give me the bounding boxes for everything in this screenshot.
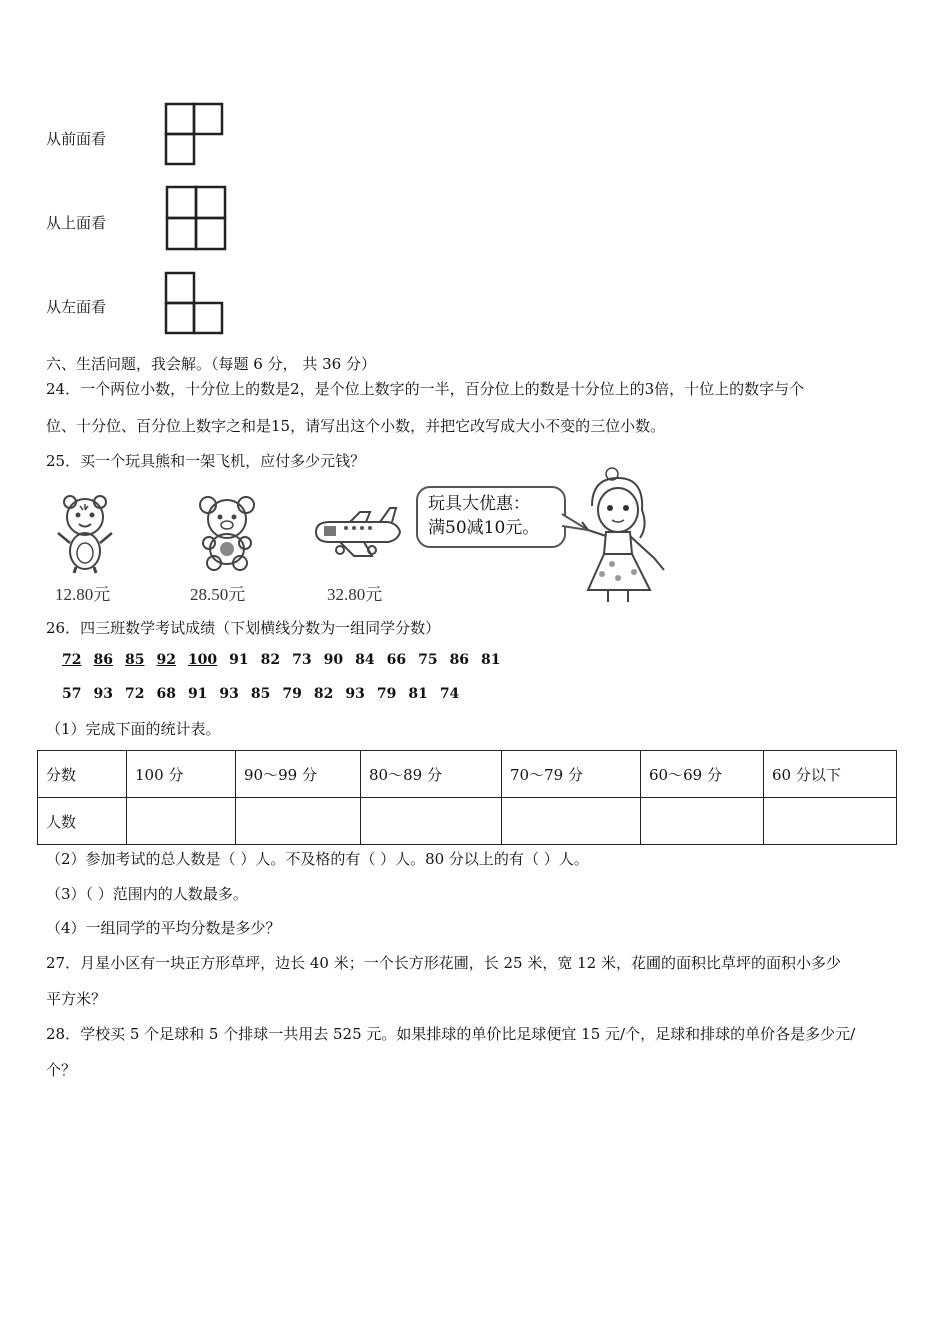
q27-line1: 27．月星小区有一块正方形草坪，边长 40 米；一个长方形花圃，长 25 米，宽 12 米，花圃的面积比草坪的面积小多少	[46, 954, 841, 972]
table-cell-blank[interactable]	[127, 798, 236, 845]
score: 93	[345, 686, 365, 702]
airplane-price: 32.80元	[327, 585, 383, 604]
left-view-figure	[164, 270, 226, 336]
top-view-figure	[164, 184, 228, 252]
score: 93	[93, 686, 113, 702]
score: 91	[187, 686, 208, 702]
view-label-top: 从上面看	[46, 214, 107, 232]
promo-speech-bubble	[416, 486, 566, 548]
view-label-left: 从左面看	[46, 298, 107, 316]
score: 66	[386, 652, 407, 668]
score: 74	[439, 686, 460, 702]
section-title: 六、生活问题，我会解。（每题 6 分， 共 36 分）	[46, 355, 376, 373]
score-underlined: 72	[62, 652, 82, 668]
q26-sub4: （4）一组同学的平均分数是多少？	[46, 919, 281, 937]
score-stat-table	[37, 750, 897, 845]
score: 68	[156, 686, 176, 702]
score: 57	[62, 686, 82, 702]
q24-line1: 24．一个两位小数，十分位上的数是2，是个位上数字的一半，百分位上的数是十分位上的3倍，十位上的数字与个	[46, 380, 805, 398]
score: 91	[229, 652, 249, 668]
table-header-cell: 分数	[38, 751, 127, 798]
table-header-cell: 80～89 分	[361, 751, 502, 798]
front-view-figure	[164, 101, 224, 167]
table-header-cell: 60～69 分	[641, 751, 764, 798]
q28-line2: 个？	[46, 1061, 77, 1079]
q26-sub2: （2）参加考试的总人数是（ ）人。不及格的有（ ）人。80 分以上的有（ ）人。	[46, 850, 589, 868]
score: 79	[282, 686, 302, 702]
promo-line1: 玩具大优惠：	[428, 494, 530, 514]
tiger-price: 12.80元	[55, 585, 111, 604]
score: 81	[481, 652, 501, 668]
score-underlined: 92	[156, 652, 176, 668]
score: 82	[313, 686, 334, 702]
tiger-toy-image	[50, 493, 120, 575]
q26-sub3: （3）（ ）范围内的人数最多。	[46, 885, 248, 903]
table-cell-blank[interactable]	[361, 798, 502, 845]
scores-row2	[62, 686, 471, 702]
view-label-front: 从前面看	[46, 130, 107, 148]
table-row	[38, 798, 897, 845]
score: 93	[219, 686, 239, 702]
q26-sub1: （1）完成下面的统计表。	[46, 720, 221, 738]
score-underlined: 100	[187, 652, 218, 668]
table-header-cell: 60 分以下	[764, 751, 897, 798]
score: 90	[323, 652, 344, 668]
table-header-cell: 70～79 分	[502, 751, 641, 798]
girl-illustration	[578, 466, 674, 606]
score: 82	[260, 652, 281, 668]
score: 84	[355, 652, 375, 668]
table-header-cell: 100 分	[127, 751, 236, 798]
promo-line2: 满50减10元。	[428, 518, 540, 538]
score: 75	[418, 652, 438, 668]
q26-text: 26．四三班数学考试成绩（下划横线分数为一组同学分数）	[46, 619, 441, 637]
table-cell-blank[interactable]	[764, 798, 897, 845]
bear-price: 28.50元	[190, 585, 246, 604]
q25-text: 25．买一个玩具熊和一架飞机，应付多少元钱？	[46, 452, 366, 470]
table-cell-blank[interactable]	[502, 798, 641, 845]
q28-line1: 28．学校买 5 个足球和 5 个排球一共用去 525 元。如果排球的单价比足球便宜 15 元/个，足球和排球的单价各是多少元/	[46, 1025, 856, 1043]
table-cell-blank[interactable]	[236, 798, 361, 845]
score: 79	[376, 686, 397, 702]
score: 72	[124, 686, 145, 702]
table-cell-blank[interactable]	[641, 798, 764, 845]
scores-row1	[62, 652, 513, 668]
score: 73	[292, 652, 312, 668]
table-row-label: 人数	[38, 798, 127, 845]
q24-line2: 位、十分位、百分位上数字之和是15，请写出这个小数，并把它改写成大小不变的三位小数。	[46, 417, 666, 435]
score-underlined: 85	[124, 652, 145, 668]
score-underlined: 86	[93, 652, 113, 668]
table-header-cell: 90～99 分	[236, 751, 361, 798]
score: 86	[449, 652, 470, 668]
airplane-toy-image	[310, 506, 402, 568]
bear-toy-image	[192, 493, 262, 571]
q27-line2: 平方米？	[46, 990, 107, 1008]
score: 81	[408, 686, 428, 702]
score: 85	[250, 686, 271, 702]
table-header-row	[38, 751, 897, 798]
